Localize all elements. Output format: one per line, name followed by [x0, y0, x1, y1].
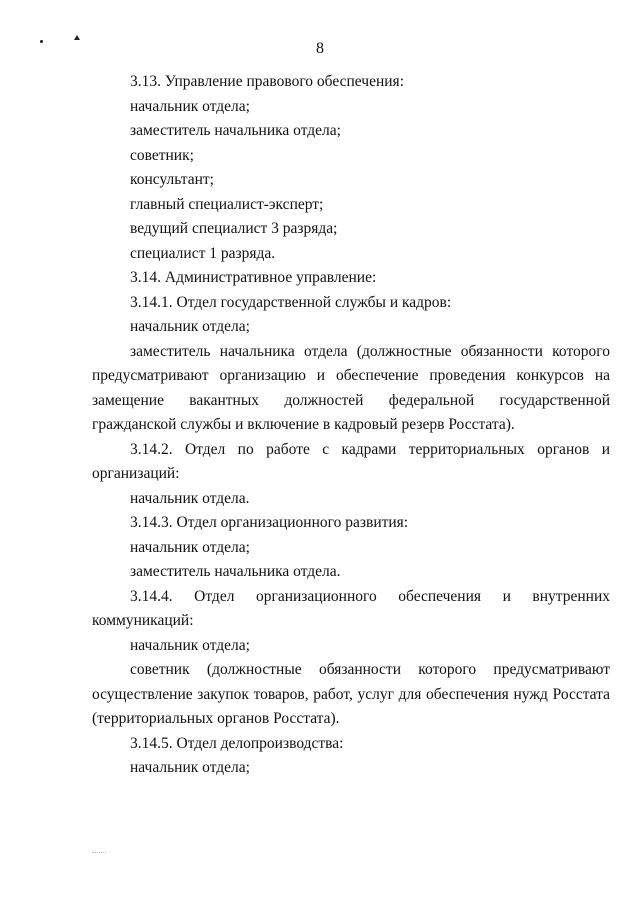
list-item: начальник отдела. [130, 489, 250, 507]
list-item-long: советник (должностные обязанности которого предусматривают осуществление закупок товаров, работ, услуг для обеспечения нужд Росстата (территориальных органов Росстата). [92, 661, 610, 727]
section-heading: 3.14. Административное управление: [130, 269, 377, 286]
page-number: 8 [316, 40, 324, 57]
list-item: главный специалист-эксперт; [130, 195, 324, 213]
list-item: начальник отдела; [130, 538, 250, 556]
document-body [92, 70, 610, 781]
list-item: начальник отдела; [130, 97, 250, 115]
subsection-heading: 3.14.1. Отдел государственной службы и кадров: [130, 293, 452, 311]
list-item: заместитель начальника отдела. [130, 563, 341, 580]
subsection-heading: 3.14.5. Отдел делопроизводства: [130, 734, 344, 752]
list-item: заместитель начальника отдела; [130, 122, 341, 139]
list-item: консультант; [130, 171, 214, 188]
subsection-heading: 3.14.2. Отдел по работе с кадрами территориальных органов и организаций: [92, 440, 610, 482]
section-heading: 3.13. Управление правового обеспечения: [130, 73, 404, 90]
subsection-heading: 3.14.4. Отдел организационного обеспечения и внутренних коммуникаций: [92, 587, 610, 629]
subsection-heading: 3.14.3. Отдел организационного развития: [130, 514, 409, 531]
list-item: советник; [130, 146, 194, 164]
scan-noise [92, 852, 106, 855]
list-item: начальник отдела; [130, 318, 250, 335]
list-item: начальник отдела; [130, 636, 250, 654]
list-item: начальник отдела; [130, 759, 250, 776]
list-item: ведущий специалист 3 разряда; [130, 220, 338, 237]
list-item: специалист 1 разряда. [130, 244, 276, 262]
list-item-long: заместитель начальника отдела (должностные обязанности которого предусматривают организацию и обеспечение проведения конкурсов на замещение вакантных должностей федеральной государственной гражданской службы и включение в кадровый резерв Росстата). [92, 342, 610, 433]
